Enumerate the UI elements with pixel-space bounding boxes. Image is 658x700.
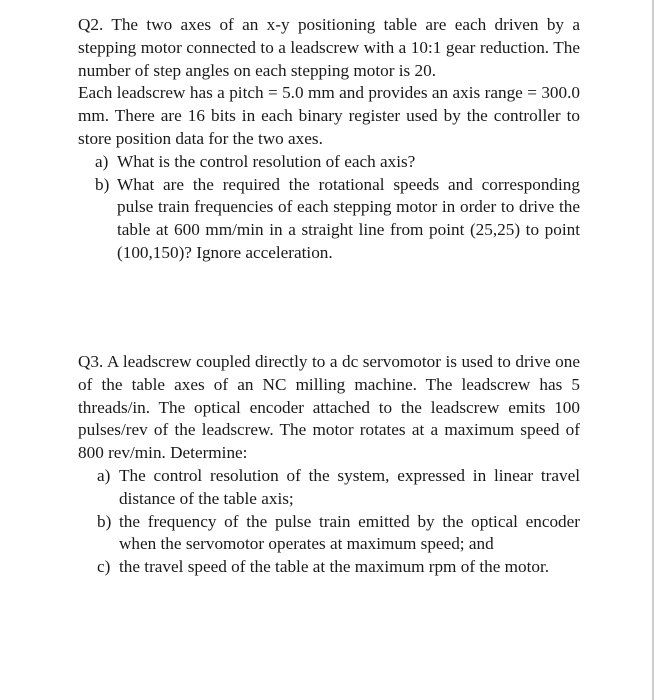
page-edge-divider [652, 0, 654, 700]
q2-item-b [95, 174, 580, 265]
q2-intro: Q2. The two axes of an x-y positioning table are each driven by a stepping motor connected to a leadscrew with a 10:1 gear reduction. The number of step angles on each stepping motor is 20. [78, 15, 580, 80]
q3-item-b [97, 511, 580, 557]
q3-item-b-text: the frequency of the pulse train emitted by the optical encoder when the servomotor operates at maximum speed; and [119, 511, 580, 554]
q3-item-a-label: a) [97, 465, 111, 485]
q3-item-c-text: the travel speed of the table at the maximum rpm of the motor. [119, 557, 550, 577]
q2-item-a-label: a) [95, 151, 109, 171]
q3-item-a-text: The control resolution of the system, expressed in linear travel distance of the table axis; [119, 465, 580, 508]
q3-intro: Q3. A leadscrew coupled directly to a dc servomotor is used to drive one of the table axes of an NC milling machine. The leadscrew has 5 threads/in. The optical encoder attached to the leadscrew emits 100 pulses/rev of the leadscrew. The motor rotates at a maximum speed of 800 rev/min. Determine: [78, 352, 580, 463]
q2-item-list [78, 151, 580, 265]
q3-item-a [97, 465, 580, 511]
question-3 [78, 351, 580, 579]
q2-item-a-text: What is the control resolution of each axis? [117, 151, 416, 171]
q3-item-c-label: c) [97, 557, 111, 577]
q2-details: Each leadscrew has a pitch = 5.0 mm and provides an axis range = 300.0 mm. There are 16 bits in each binary register used by the controller to store position data for the two axes. [78, 83, 580, 148]
q2-item-b-label: b) [95, 174, 110, 194]
q3-item-list [78, 465, 580, 579]
q3-item-b-label: b) [97, 511, 112, 531]
q2-item-a [95, 151, 580, 174]
question-2 [78, 14, 580, 265]
q2-item-b-text: What are the required the rotational speeds and corresponding pulse train frequencies of each stepping motor in order to drive the table at 600 mm/min in a straight line from point (25,25) to point (100,150)? Ignore acceleration. [117, 174, 580, 262]
q3-item-c [97, 556, 580, 579]
